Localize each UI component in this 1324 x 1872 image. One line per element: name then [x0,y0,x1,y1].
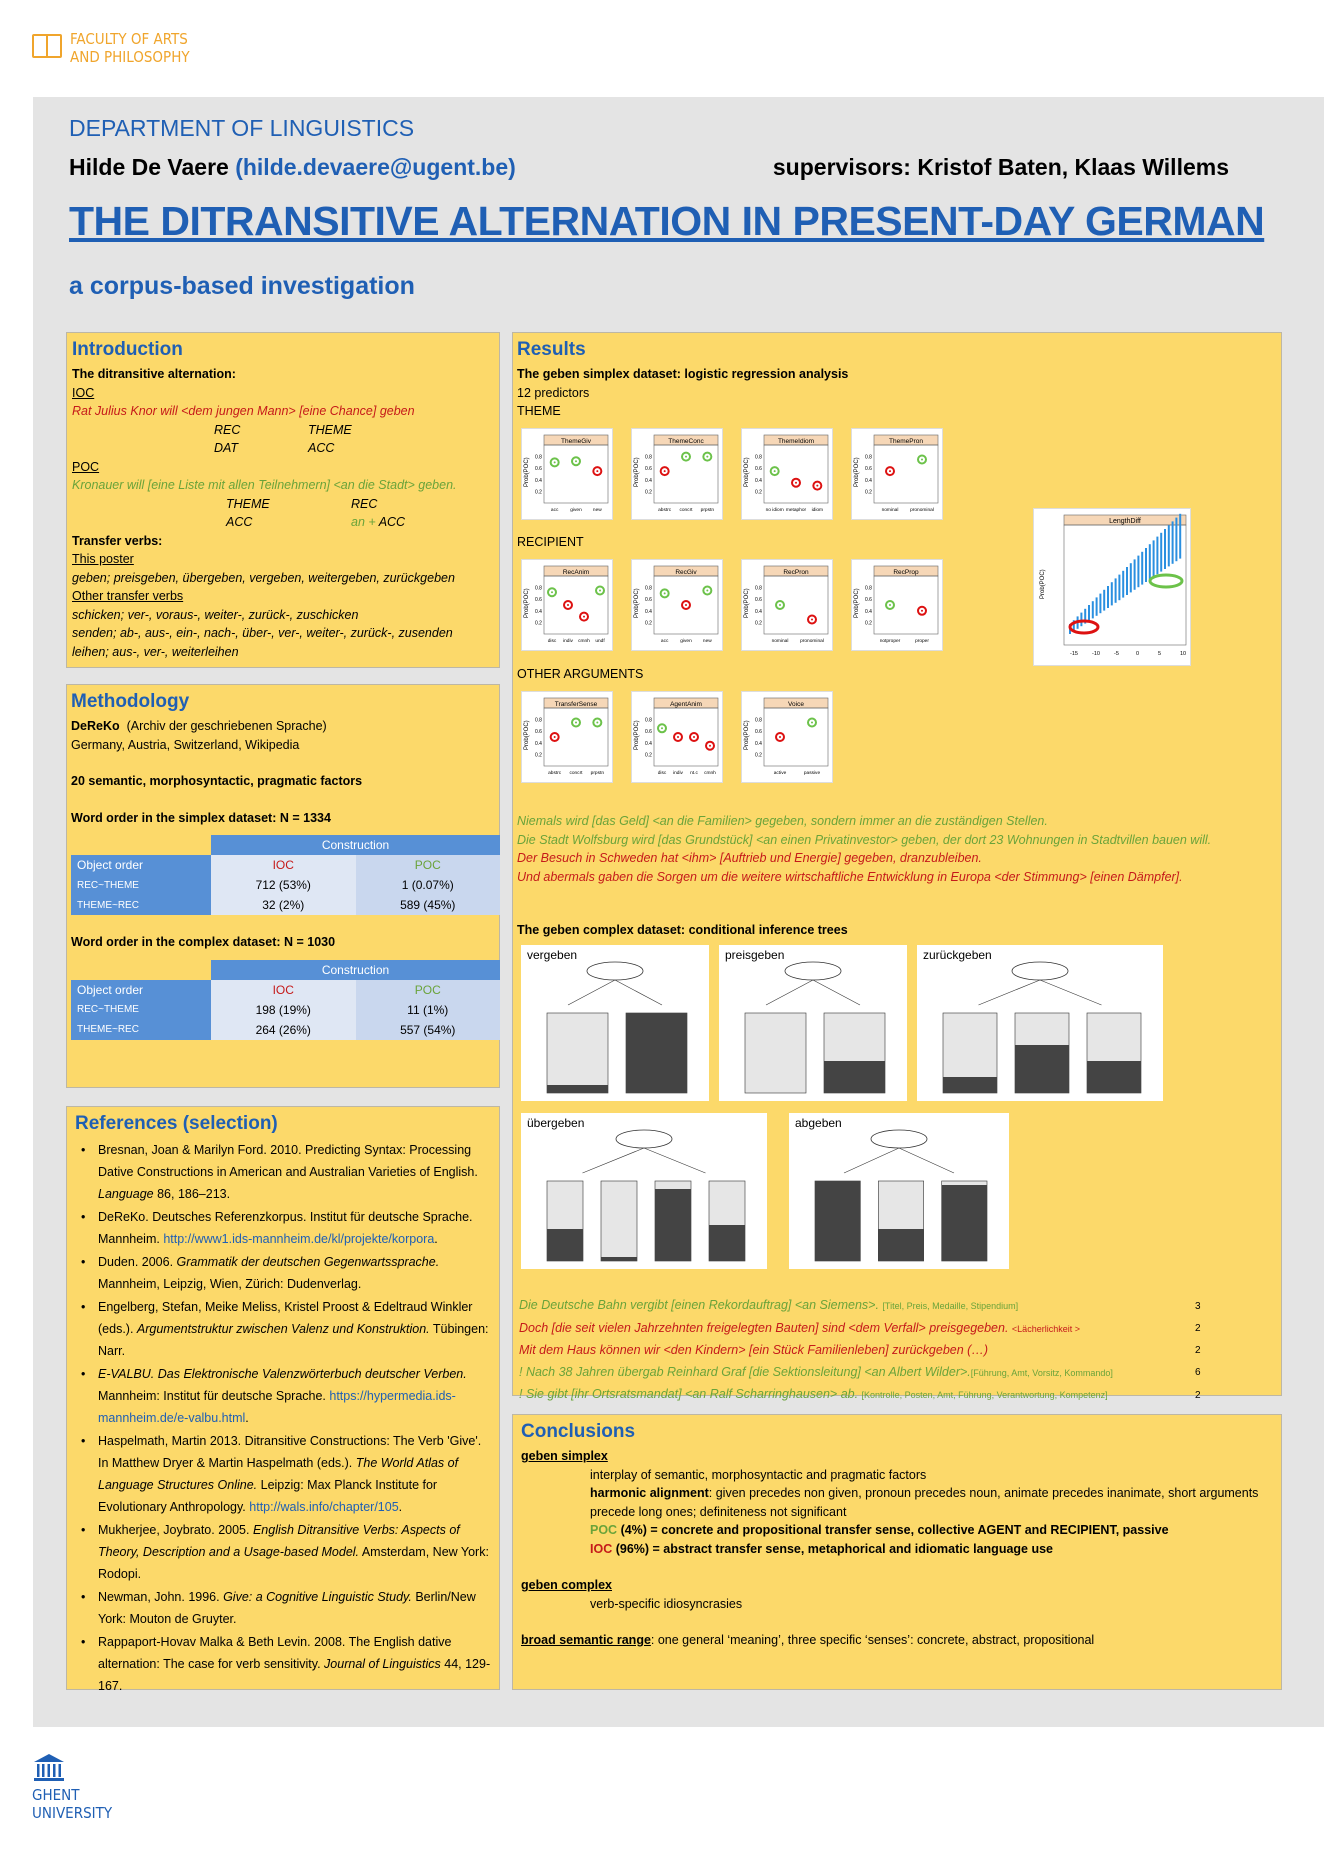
svg-text:idiom: idiom [811,508,824,513]
svg-text:RecAnim: RecAnim [562,569,590,576]
svg-text:nt.c: nt.c [690,771,698,776]
effect-plot [741,691,833,783]
svg-text:disc: disc [657,771,667,776]
svg-text:0.2: 0.2 [535,620,542,627]
lengthdiff-plot [1033,508,1191,666]
svg-text:0.8: 0.8 [645,454,652,461]
svg-text:given: given [570,508,582,513]
svg-text:RecGiv: RecGiv [675,569,697,576]
svg-text:AgentAnim: AgentAnim [670,701,702,708]
results-panel: Results The geben simplex dataset: logistic regression analysis 12 predictors THEME RECIPIENT OTHER ARGUMENTS ThemeGiv Prob(POC) 0.8 0.6 0.4 0.2 acc given new ThemeConc Prob(POC) 0.8 0.6 0.4 0.2 abstrc concrt prpstn ThemeIdiom Prob(POC) 0.8 0.6 0.4 0.2 no idiom metaphor idiom ThemePron Prob(POC) 0.8 0.6 0.4 0.2 nominal pronominal RecAnim Prob(POC) 0.8 0.6 0.4 0.2 disc indiv cmnh undf RecGiv Prob(POC) 0.8 0.6 0.4 0.2 acc given new RecPron Prob(POC) 0.8 0.6 0.4 0.2 nominal pronominal RecProp Prob(POC) 0.8 0.6 0.4 0.2 notproper proper TransferSense Prob(POC) 0.8 0.6 0.4 0.2 abstrc concrt prpstn AgentAnim Prob(POC) 0.8 0.6 0.4 0.2 disc indiv nt.c cmnh Voice Prob(POC) 0.8 0.6 0.4 0.2 active passive LengthDiff Prob(POC) -15 -10 -5 0 5 10 Niemals wird [das Geld] <an die Familien> gegeben, sondern immer an die zuständigen Stellen. Die Stadt Wolfsburg wird [das Grundstück] <an einen Privatinvestor> geben, der dort 23 Wohnungen in Stadtvillen bauen will. Der Besuch in Schweden hat <ihm> [Auftrieb und Energie] gegeben, dranzubleiben. Und abermals gaben die Sorgen um die weitere wirtschaftliche Entwicklung in Europa <der Stimmung> [einen Dämpfer]. The geben complex dataset: conditional inference trees vergeben preisgeben zurückgeben übergeben abgeben Die Deutsche Bahn vergibt [einen Rekordauftrag] <an Siemens>. [Titel, Preis, Medaille, Stipendium] 3 Doch [die seit vielen Jahrzehnten freigelegten Bauten] sind <dem Verfall> preisgegeben. <Lächerlichkeit > 2 Mit dem Haus können wir <den Kindern> [ein Stück Familienleben] zurückgeben (…) 2 ! Nach 38 Jahren übergab Reinhard Graf [die Sektionsleitung] <an Albert Wilder>.[Führung, Amt, Vorsitz, Kommando] 6 ! Sie gibt [ihr Ortsratsmandat] <an Ralf Scharringhausen> ab. [Kontrolle, Posten, Amt, Führung, Verantwortung, Kompetenz] 2 [512,332,1282,1396]
list-item: • Newman, John. 1996. Give: a Cognitive Linguistic Study. Berlin/New York: Mouton de Gruyter. [75,1586,491,1630]
book-icon [32,34,62,58]
svg-text:0.2: 0.2 [865,620,872,627]
svg-text:10: 10 [1180,651,1187,657]
building-icon [32,1752,66,1782]
list-item: • Bresnan, Joan & Marilyn Ford. 2010. Predicting Syntax: Processing Dative Constructions in American and Australian Varieties of English. Language 86, 186–213. [75,1139,491,1205]
svg-text:TransferSense: TransferSense [554,701,598,708]
effect-plot [521,428,613,520]
references-heading: References (selection) [75,1113,278,1134]
svg-text:acc: acc [660,639,669,644]
svg-text:5: 5 [1158,651,1162,657]
svg-text:nominal: nominal [771,639,789,644]
references-panel [66,1106,500,1693]
svg-text:0.4: 0.4 [535,608,542,615]
svg-text:proper: proper [915,639,929,644]
conclusions-panel: Conclusions geben simplex interplay of semantic, morphosyntactic and pragmatic factors harmonic alignment: given precedes non given, pronoun precedes noun, animate precedes inanimate, short arguments precede long ones; definiteness not significant POC (4%) = concrete and propositional transfer sense, collective AGENT and RECIPIENT, passive IOC (96%) = abstract transfer sense, metaphorical and idiomatic language use geben complex verb-specific idiosyncrasies broad semantic range: one general ‘meaning’, three specific ‘senses’: concrete, abstract, propositional [512,1414,1282,1690]
simplex-table: Construction Object order IOC POC REC~THEME 712 (53%) 1 (0.07%) THEME~REC 32 (2%) 589 (45%) [71,835,500,915]
svg-text:0.8: 0.8 [865,454,872,461]
svg-text:Prob(POC): Prob(POC) [634,588,640,618]
svg-text:-5: -5 [1114,651,1119,657]
author-line: Hilde De Vaere (hilde.devaere@ugent.be) supervisors: Kristof Baten, Klaas Willems [69,154,1229,180]
svg-text:0.4: 0.4 [645,608,652,615]
svg-text:Prob(POC): Prob(POC) [744,457,750,487]
svg-text:Prob(POC): Prob(POC) [634,457,640,487]
introduction-heading: Introduction [72,339,183,360]
svg-text:Prob(POC): Prob(POC) [524,720,530,750]
tree-zurueckgeben: zurückgeben [917,945,1163,1101]
svg-text:0.2: 0.2 [645,752,652,759]
effect-plot [851,428,943,520]
list-item: • Rappaport-Hovav Malka & Beth Levin. 2008. The English dative alternation: The case for verb sensitivity. Journal of Linguistics 44, 129-167. [75,1631,491,1697]
list-item: • DeReKo. Deutsches Referenzkorpus. Institut für deutsche Sprache. Mannheim. http://www1.ids-mannheim.de/kl/projekte/korpora. [75,1206,491,1250]
svg-text:ThemePron: ThemePron [889,438,923,445]
svg-text:0.8: 0.8 [535,717,542,724]
svg-text:pronominal: pronominal [910,508,934,513]
svg-text:indiv: indiv [563,639,573,644]
methodology-panel: Methodology DeReKo (Archiv der geschriebenen Sprache) Germany, Austria, Switzerland, Wikipedia 20 semantic, morphosyntactic, pragmatic factors Word order in the simplex dataset: N = 1334 Construction Object order IOC POC REC~THEME 712 (53%) 1 (0.07%) THEME~REC 32 (2%) 589 (45%) Word order in the complex dataset: N = 1030 Construction Object order IOC POC REC~THEME 198 (19%) 11 (1%) THEME~REC 264 (26%) 557 (54%) [66,684,500,1088]
svg-text:Prob(POC): Prob(POC) [634,720,640,750]
svg-text:-10: -10 [1092,651,1100,657]
svg-text:0.6: 0.6 [645,729,652,736]
faculty-logo: FACULTY OF ARTS AND PHILOSOPHY [32,30,190,66]
department: DEPARTMENT OF LINGUISTICS [69,115,415,141]
references-list [75,1139,491,1697]
svg-text:0.6: 0.6 [755,597,762,604]
svg-text:0: 0 [1136,651,1140,657]
list-item: • Haspelmath, Martin 2013. Ditransitive Constructions: The Verb 'Give'. In Matthew Dryer & Martin Haspelmath (eds.). The World Atlas of Language Structures Online. Leipzig: Max Planck Institute for Evolutionary Anthropology. http://wals.info/chapter/105. [75,1430,491,1518]
effect-plot [631,559,723,651]
svg-text:undf: undf [595,639,605,644]
university-logo: GHENT UNIVERSITY [32,1752,112,1822]
svg-text:given: given [680,639,692,644]
effect-plot [521,691,613,783]
svg-text:0.4: 0.4 [535,477,542,484]
svg-text:0.6: 0.6 [535,466,542,473]
svg-text:metaphor: metaphor [785,508,807,513]
svg-text:pronominal: pronominal [800,639,824,644]
svg-text:0.8: 0.8 [755,717,762,724]
svg-text:0.8: 0.8 [535,585,542,592]
svg-text:0.6: 0.6 [645,597,652,604]
svg-text:abstrc: abstrc [658,508,672,513]
svg-text:ThemeIdiom: ThemeIdiom [777,438,815,445]
svg-text:LengthDiff: LengthDiff [1109,518,1141,525]
list-item: • Engelberg, Stefan, Meike Meliss, Kristel Proost & Edeltraud Winkler (eds.). Argumentstruktur zwischen Valenz und Konstruktion. Tübingen: Narr. [75,1296,491,1362]
effect-plot [741,428,833,520]
svg-text:0.4: 0.4 [645,477,652,484]
list-item: • Mukherjee, Joybrato. 2005. English Ditransitive Verbs: Aspects of Theory, Description and a Usage-based Model. Amsterdam, New York: Rodopi. [75,1519,491,1585]
svg-text:0.4: 0.4 [865,608,872,615]
svg-text:abstrc: abstrc [548,771,562,776]
svg-text:0.6: 0.6 [755,729,762,736]
svg-text:Prob(POC): Prob(POC) [744,588,750,618]
svg-text:Prob(POC): Prob(POC) [854,457,860,487]
svg-text:0.8: 0.8 [645,585,652,592]
introduction-panel: Introduction The ditransitive alternation: IOC Rat Julius Knor will <dem jungen Mann> [eine Chance] geben REC THEME DAT ACC POC Kronauer will [eine Liste mit allen Teilnehmern] <an die Stadt> geben. THEME REC ACC an + ACC Transfer verbs: This poster geben; preisgeben, übergeben, vergeben, weitergeben, zurückgeben Other transfer verbs schicken; ver-, voraus-, weiter-, zurück-, zuschicken senden; ab-, aus-, ein-, nach-, über-, ver-, weiter-, zurück-, zusenden leihen; aus-, ver-, weiterleihen [66,332,500,668]
svg-text:0.6: 0.6 [865,466,872,473]
tree-abgeben: abgeben [789,1113,1009,1269]
svg-text:-15: -15 [1070,651,1078,657]
svg-text:0.4: 0.4 [755,608,762,615]
svg-text:0.8: 0.8 [865,585,872,592]
svg-text:Prob(POC): Prob(POC) [524,457,530,487]
svg-text:no idiom: no idiom [765,508,784,513]
svg-text:0.6: 0.6 [645,466,652,473]
svg-text:indiv: indiv [673,771,683,776]
svg-text:0.2: 0.2 [755,620,762,627]
svg-text:0.4: 0.4 [755,740,762,747]
svg-text:acc: acc [550,508,559,513]
svg-text:0.8: 0.8 [645,717,652,724]
supervisors: supervisors: Kristof Baten, Klaas Willems [772,154,1229,180]
svg-text:ThemeConc: ThemeConc [668,438,704,445]
svg-text:0.4: 0.4 [535,740,542,747]
svg-text:disc: disc [547,639,557,644]
complex-examples: Die Deutsche Bahn vergibt [einen Rekordauftrag] <an Siemens>. [Titel, Preis, Medaille, Stipendium] 3 Doch [die seit vielen Jahrzehnten freigelegten Bauten] sind <dem Verfall> preisgegeben. <Lächerlichkeit > 2 Mit dem Haus können wir <den Kindern> [ein Stück Familienleben] zurückgeben (…) 2 ! Nach 38 Jahren übergab Reinhard Graf [die Sektionsleitung] <an Albert Wilder>.[Führung, Amt, Vorsitz, Kommando] 6 ! Sie gibt [ihr Ortsratsmandat] <an Ralf Scharringhausen> ab. [Kontrolle, Posten, Amt, Führung, Verantwortung, Kompetenz] 2 [519,1298,1201,1401]
svg-text:Prob(POC): Prob(POC) [524,588,530,618]
svg-text:0.2: 0.2 [535,752,542,759]
svg-text:Prob(POC): Prob(POC) [1040,569,1046,599]
svg-text:0.8: 0.8 [755,454,762,461]
effect-plot [631,428,723,520]
svg-text:0.8: 0.8 [755,585,762,592]
effect-plot [631,691,723,783]
complex-table: Construction Object order IOC POC REC~THEME 198 (19%) 11 (1%) THEME~REC 264 (26%) 557 (54%) [71,960,500,1040]
list-item: • E-VALBU. Das Elektronische Valenzwörterbuch deutscher Verben. Mannheim: Institut für deutsche Sprache. https://hypermedia.ids-mannheim.de/e-valbu.html. [75,1363,491,1429]
svg-text:0.4: 0.4 [645,740,652,747]
svg-text:0.4: 0.4 [755,477,762,484]
svg-text:Prob(POC): Prob(POC) [854,588,860,618]
svg-text:concrt: concrt [569,771,583,776]
tree-uebergeben: übergeben [521,1113,767,1269]
svg-text:new: new [592,508,602,513]
svg-text:prpstn: prpstn [590,771,605,776]
svg-text:new: new [702,639,712,644]
svg-text:0.2: 0.2 [645,489,652,496]
poster-subtitle: a corpus-based investigation [69,272,415,300]
svg-text:Voice: Voice [788,701,804,708]
svg-text:RecPron: RecPron [783,569,809,576]
tree-vergeben: vergeben [521,945,709,1101]
svg-text:0.2: 0.2 [535,489,542,496]
svg-text:0.6: 0.6 [865,597,872,604]
effect-plot [851,559,943,651]
methodology-heading: Methodology [71,691,190,712]
svg-text:prpstn: prpstn [700,508,715,513]
effect-plot [741,559,833,651]
svg-text:passive: passive [803,771,821,776]
svg-text:cmnh: cmnh [704,771,716,776]
effect-plot [521,559,613,651]
svg-text:0.2: 0.2 [755,489,762,496]
poster-title: THE DITRANSITIVE ALTERNATION IN PRESENT-DAY GERMAN [69,198,1265,244]
svg-text:concrt: concrt [679,508,693,513]
svg-text:0.2: 0.2 [645,620,652,627]
svg-text:nominal: nominal [881,508,899,513]
list-item: • Duden. 2006. Grammatik der deutschen Gegenwartssprache. Mannheim, Leipzig, Wien, Zürich: Dudenverlag. [75,1251,491,1295]
svg-text:0.6: 0.6 [535,597,542,604]
email-link[interactable]: (hilde.devaere@ugent.be) [235,154,516,180]
svg-text:0.2: 0.2 [755,752,762,759]
svg-text:ThemeGiv: ThemeGiv [561,438,591,445]
svg-text:RecProp: RecProp [893,569,919,576]
svg-text:0.2: 0.2 [865,489,872,496]
svg-text:0.8: 0.8 [535,454,542,461]
svg-text:Prob(POC): Prob(POC) [744,720,750,750]
svg-text:0.6: 0.6 [755,466,762,473]
svg-text:notproper: notproper [879,639,901,644]
results-heading: Results [517,339,586,360]
svg-text:cmnh: cmnh [578,639,590,644]
tree-preisgeben: preisgeben [719,945,907,1101]
svg-text:0.4: 0.4 [865,477,872,484]
conclusions-heading: Conclusions [521,1421,636,1442]
svg-text:0.6: 0.6 [535,729,542,736]
svg-text:active: active [773,771,787,776]
